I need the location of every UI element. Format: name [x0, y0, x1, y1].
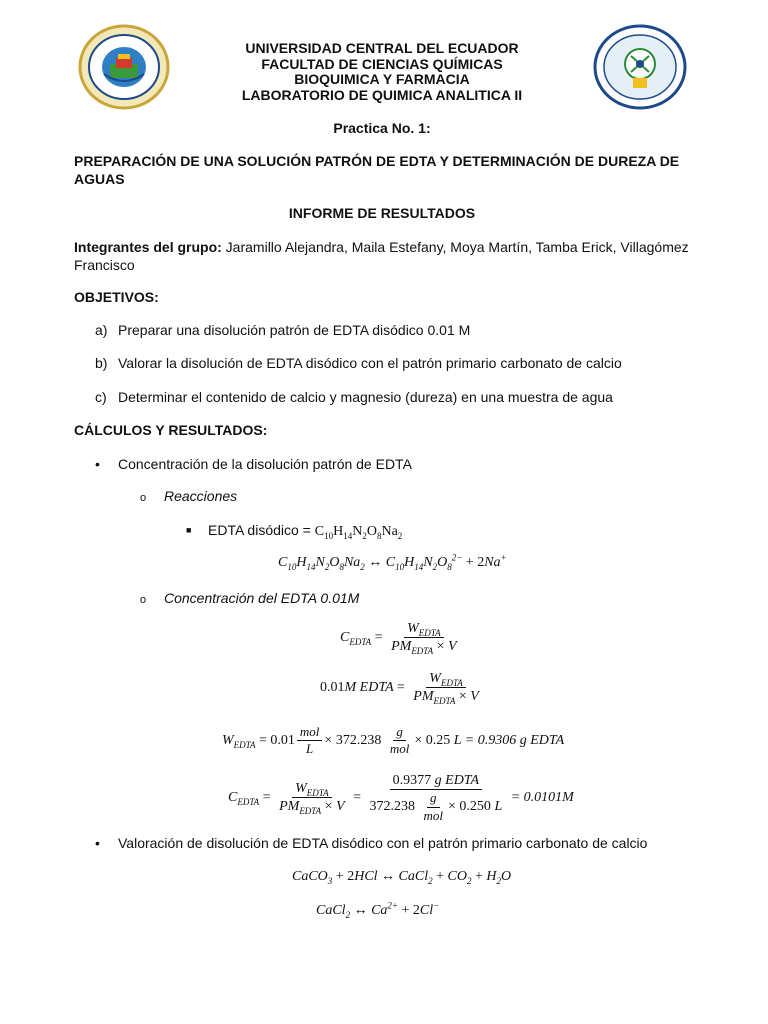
header-career: BIOQUIMICA Y FARMACIA	[294, 71, 470, 87]
bullet-edta-standardization	[95, 835, 647, 851]
institution-header	[180, 41, 584, 103]
members-label: Integrantes del grupo:	[74, 239, 222, 255]
objective-marker: b)	[95, 355, 108, 371]
edta-dissociation-equation: $C_{10}H_{14}N_2O_8Na_2$ ↔ $C_{10}H_{14}N_2O_8^{2-} + 2Na^+$	[278, 552, 507, 572]
objective-b	[95, 355, 622, 371]
bullet-edta-concentration	[95, 456, 412, 472]
bullet-text: Concentración de la disolución patrón de EDTA	[118, 456, 412, 472]
sub-reactions-label: Reacciones	[164, 488, 238, 504]
objective-marker: a)	[95, 322, 108, 338]
group-members	[74, 238, 694, 274]
objectives-heading: OBJETIVOS:	[74, 289, 159, 305]
objective-marker: c)	[95, 389, 107, 405]
equation-cacl2-dissociation: CaCl$_2$ ↔ $Ca^{2+} + 2Cl^-$	[316, 900, 440, 920]
university-seal-icon	[78, 24, 170, 110]
document-title: PREPARACIÓN DE UNA SOLUCIÓN PATRÓN DE EDTA Y DETERMINACIÓN DE DUREZA DE AGUAS	[74, 153, 680, 187]
objective-a	[95, 322, 470, 338]
equation-target-concentration: 0.01M EDTA = $\frac{W_{EDTA}}{PM_{EDTA} \times V}$	[320, 671, 479, 707]
practice-number: Practica No. 1:	[333, 120, 431, 136]
mass-result: = 0.9306 g EDTA	[464, 733, 565, 749]
faculty-seal-icon	[593, 24, 687, 110]
header-faculty: FACULTAD DE CIENCIAS QUÍMICAS	[261, 55, 503, 72]
square-bullet-icon: ■	[186, 525, 192, 535]
report-heading: INFORME DE RESULTADOS	[288, 205, 476, 221]
edta-formula-line	[186, 522, 402, 540]
circle-bullet-icon: o	[140, 594, 147, 606]
equation-caco3-reaction: CaCO$_3$ + 2HCl ↔ CaCl$_2$ + $CO_2 + H_2O$	[292, 869, 512, 886]
equation-concentration-definition: $C_{EDTA}$ = $\frac{W_{EDTA}}{PM_{EDTA} \times V}$	[340, 621, 457, 657]
objective-text: Preparar una disolución patrón de EDTA disódico 0.01 M	[118, 322, 471, 338]
bullet-text: Valoración de disolución de EDTA disódico con el patrón primario carbonato de calcio	[118, 835, 648, 851]
objective-text: Valorar la disolución de EDTA disódico con el patrón primario carbonato de calcio	[118, 355, 622, 371]
faculty-logo-right	[593, 24, 687, 110]
equation-mass-calculation: $W_{EDTA} = 0.01$ $\frac{\text{mol}}{L}$ × 372.238 $\frac{g}{\text{mol}}$ × 0.25 L = 0.9306 g EDTA	[222, 724, 565, 757]
header-university: UNIVERSIDAD CENTRAL DEL ECUADOR	[245, 40, 519, 56]
bullet-dot-icon: •	[95, 835, 100, 851]
header-lab: LABORATORIO DE QUIMICA ANALITICA II	[241, 86, 523, 103]
sub-concentration-label: Concentración del EDTA 0.01M	[164, 590, 360, 606]
edta-formula: $C_{10}H_{14}N_2O_8Na_2$	[314, 524, 403, 541]
equation-concentration-result: $C_{EDTA}$ = $\frac{W_{EDTA}}{PM_{EDTA} \times V}$ = 0.9377 g EDTA 372.238 $\frac{g}{\text{mol}}$ × 0.250 L = 0.0101M	[228, 773, 574, 823]
calculations-heading: CÁLCULOS Y RESULTADOS:	[74, 422, 268, 438]
edta-label: EDTA disódico =	[208, 522, 315, 538]
objective-text: Determinar el contenido de calcio y magnesio (dureza) en una muestra de agua	[118, 389, 613, 405]
sub-concentration	[140, 590, 359, 606]
circle-bullet-icon: o	[140, 492, 147, 504]
bullet-dot-icon: •	[95, 456, 100, 472]
university-logo-left	[78, 24, 170, 110]
sub-reactions	[140, 488, 237, 504]
objective-c	[95, 389, 613, 405]
members-names: Jaramillo Alejandra, Maila Estefany, Moya Martín, Tamba Erick, Villagómez Francisco	[74, 239, 689, 273]
concentration-result: = 0.0101M	[510, 790, 574, 806]
